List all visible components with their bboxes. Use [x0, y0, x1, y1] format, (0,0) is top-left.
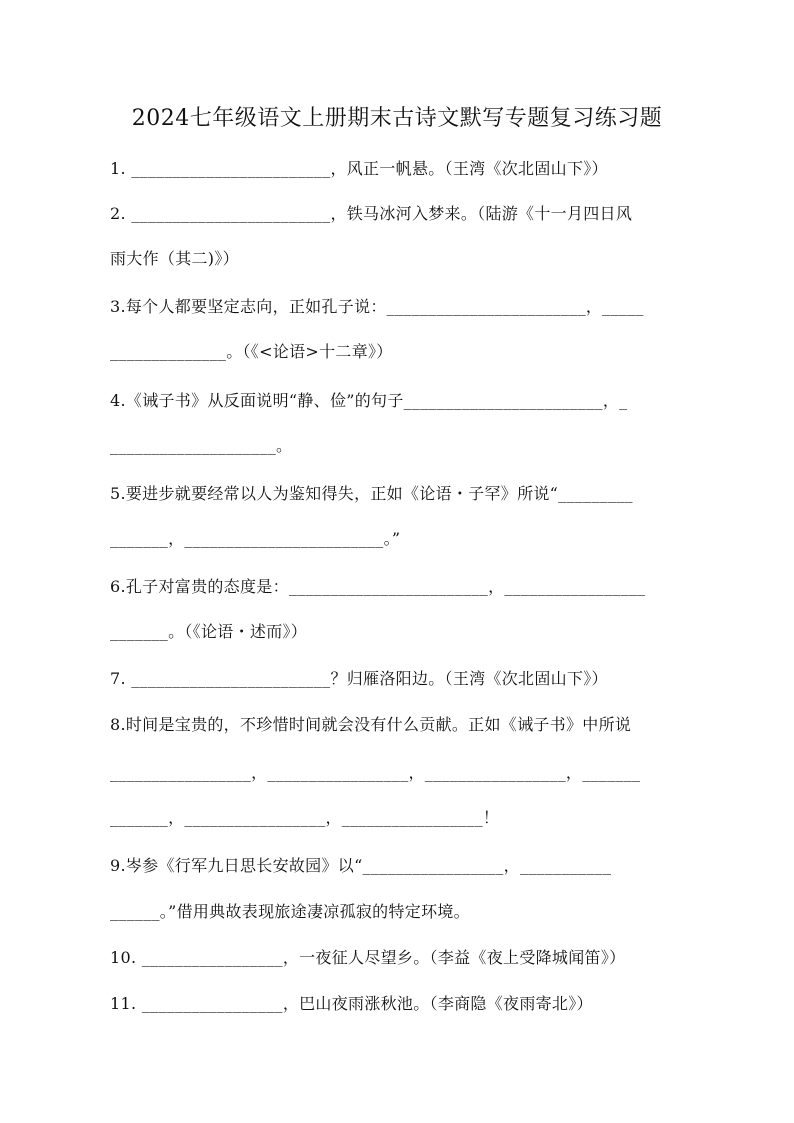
question-8-cont-2: _______，_________________，_________________！	[110, 808, 500, 827]
question-4-cont: ____________________。	[110, 436, 293, 455]
question-6-cont: _______。（《论语・述而》）	[110, 622, 308, 641]
question-4: 4.《诫子书》从反面说明“静、俭”的句子________________________，_	[110, 391, 628, 410]
question-3: 3.每个人都要坚定志向，正如孔子说：________________________，_____	[110, 297, 644, 316]
question-8: 8.时间是宝贵的，不珍惜时间就会没有什么贡献。正如《诫子书》中所说	[110, 715, 632, 734]
question-11: 11. _________________，巴山夜雨涨秋池。（李商隐《夜雨寄北》）	[110, 994, 593, 1013]
question-2-cont: 雨大作（其二)》）	[110, 249, 239, 268]
question-6: 6.孔子对富贵的态度是：________________________，_________________	[110, 577, 646, 596]
question-1: 1. ________________________，风正一帆悬。（王湾《次北固山下》）	[110, 159, 608, 178]
document-title: 2024七年级语文上册期末古诗文默写专题复习练习题	[131, 106, 663, 131]
question-9: 9.岑参《行军九日思长安故园》以“_________________，___________	[110, 856, 612, 875]
question-5: 5.要进步就要经常以人为鉴知得失，正如《论语・子罕》所说“_________	[110, 484, 633, 503]
question-10: 10. _________________，一夜征人尽望乡。（李益《夜上受降城闻笛》）	[110, 948, 626, 967]
question-7: 7. ________________________？归雁洛阳边。（王湾《次北固山下》）	[110, 669, 608, 688]
question-5-cont: _______，________________________。”	[110, 529, 401, 548]
question-2: 2. ________________________，铁马冰河入梦来。（陆游《十一月四日风	[110, 204, 633, 223]
question-9-cont: ______。”借用典故表现旅途凄凉孤寂的特定环境。	[110, 902, 470, 921]
question-3-cont: ______________。（《<论语>十二章》）	[110, 342, 393, 361]
question-8-cont-1: _________________，_________________，_________________，_______	[110, 763, 641, 782]
